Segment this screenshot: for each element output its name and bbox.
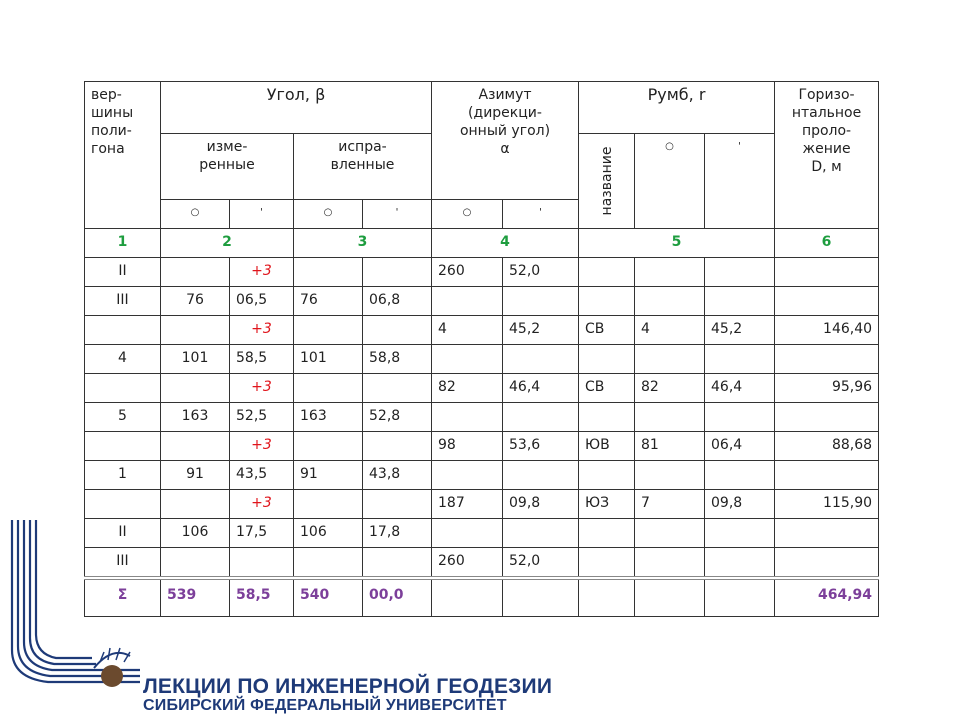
rhumb-deg-cell [635,519,705,548]
azimuth-min-cell [503,287,579,316]
azimuth-deg-cell: 98 [432,432,503,461]
measured-deg-cell [161,374,230,403]
corrected-deg-cell [294,316,363,345]
measured-min-cell: 17,5 [230,519,294,548]
header-rhumb-min: ' [705,134,775,229]
rhumb-name-cell [579,461,635,490]
sum-distance: 464,94 [775,578,879,617]
corrected-deg-cell: 106 [294,519,363,548]
vertex-cell [85,316,161,345]
azimuth-min-cell [503,461,579,490]
measured-min-cell: +3 [230,432,294,461]
sum-measured-min: 58,5 [230,578,294,617]
rhumb-deg-cell [635,548,705,579]
vertex-cell: 1 [85,461,161,490]
vertex-cell: III [85,287,161,316]
table-row [85,461,879,490]
header-corrected: испра- вленные [294,134,432,200]
table-row [85,403,879,432]
corrected-deg-cell [294,374,363,403]
table-row [85,432,879,461]
measured-min-cell: 43,5 [230,461,294,490]
distance-cell [775,461,879,490]
sum-empty [705,578,775,617]
rhumb-min-cell [705,461,775,490]
corrected-deg-unit: ○ [294,200,363,229]
corrected-deg-cell: 91 [294,461,363,490]
vertex-cell: II [85,258,161,287]
rhumb-name-cell [579,403,635,432]
rhumb-name-cell [579,345,635,374]
azimuth-deg-cell [432,403,503,432]
sum-corrected-deg: 540 [294,578,363,617]
distance-cell [775,287,879,316]
azimuth-deg-cell [432,287,503,316]
rhumb-min-cell: 06,4 [705,432,775,461]
table-row [85,374,879,403]
rhumb-name-cell: ЮВ [579,432,635,461]
rhumb-name-cell [579,258,635,287]
header-azimuth: Азимут (дирекци- онный угол) α [432,82,579,200]
rhumb-min-cell: 09,8 [705,490,775,519]
distance-cell: 115,90 [775,490,879,519]
measured-deg-cell [161,258,230,287]
sum-label: Σ [85,578,161,617]
brand-title: ЛЕКЦИИ ПО ИНЖЕНЕРНОЙ ГЕОДЕЗИИ [143,675,553,698]
sum-empty [579,578,635,617]
rhumb-min-cell [705,258,775,287]
rhumb-min-cell: 45,2 [705,316,775,345]
col-number-1: 1 [85,229,161,258]
vertex-cell: 5 [85,403,161,432]
rhumb-min-cell [705,519,775,548]
rhumb-deg-cell [635,403,705,432]
azimuth-deg-cell [432,461,503,490]
measured-min-cell: +3 [230,258,294,287]
azimuth-deg-cell [432,345,503,374]
measured-min-cell: +3 [230,490,294,519]
measured-min-cell: 58,5 [230,345,294,374]
rhumb-min-cell [705,548,775,579]
distance-cell: 88,68 [775,432,879,461]
corrected-deg-cell [294,432,363,461]
vertex-cell: III [85,548,161,579]
sum-empty [635,578,705,617]
rhumb-name-cell [579,287,635,316]
corrected-min-unit: ' [363,200,432,229]
rhumb-name-cell: СВ [579,374,635,403]
rhumb-min-cell [705,403,775,432]
rhumb-min-cell [705,287,775,316]
rhumb-min-cell [705,345,775,374]
measured-min-cell: 52,5 [230,403,294,432]
azimuth-min-cell: 45,2 [503,316,579,345]
measured-deg-cell: 106 [161,519,230,548]
corrected-deg-cell: 101 [294,345,363,374]
measured-deg-unit: ○ [161,200,230,229]
azimuth-min-cell [503,345,579,374]
corrected-deg-cell [294,258,363,287]
corrected-min-cell [363,316,432,345]
measured-deg-cell [161,316,230,345]
header-rhumb-name [579,134,635,229]
measured-deg-cell [161,432,230,461]
rhumb-deg-cell [635,461,705,490]
rhumb-deg-cell [635,258,705,287]
distance-cell [775,519,879,548]
measured-min-unit: ' [230,200,294,229]
vertex-cell: 4 [85,345,161,374]
header-vertex: вер- шины поли- гона [85,82,161,229]
brand-subtitle: СИБИРСКИЙ ФЕДЕРАЛЬНЫЙ УНИВЕРСИТЕТ [143,697,507,714]
rhumb-name-cell: ЮЗ [579,490,635,519]
vertex-cell [85,374,161,403]
corrected-deg-cell: 163 [294,403,363,432]
azimuth-min-cell: 52,0 [503,258,579,287]
corrected-min-cell: 52,8 [363,403,432,432]
azimuth-deg-cell: 82 [432,374,503,403]
azimuth-deg-unit: ○ [432,200,503,229]
header-distance: Горизо- нтальное проло- жение D, м [775,82,879,229]
azimuth-min-cell: 53,6 [503,432,579,461]
azimuth-deg-cell: 4 [432,316,503,345]
col-number-4: 4 [432,229,579,258]
rhumb-deg-cell [635,287,705,316]
measured-min-cell: 06,5 [230,287,294,316]
distance-cell [775,345,879,374]
azimuth-min-cell: 46,4 [503,374,579,403]
logo-stripes-icon [12,520,140,682]
sum-corrected-min: 00,0 [363,578,432,617]
corrected-min-cell: 58,8 [363,345,432,374]
rhumb-deg-cell: 81 [635,432,705,461]
header-angle: Угол, β [161,82,432,134]
col-number-3: 3 [294,229,432,258]
azimuth-deg-cell: 260 [432,258,503,287]
header-rhumb: Румб, r [579,82,775,134]
distance-cell [775,258,879,287]
corrected-deg-cell: 76 [294,287,363,316]
rhumb-name-cell [579,519,635,548]
corrected-min-cell: 06,8 [363,287,432,316]
table-row [85,490,879,519]
rhumb-deg-cell: 82 [635,374,705,403]
corrected-min-cell: 43,8 [363,461,432,490]
measured-min-cell: +3 [230,374,294,403]
vertex-cell: II [85,519,161,548]
table-row [85,316,879,345]
table-row [85,258,879,287]
header-measured: изме- ренные [161,134,294,200]
rhumb-min-cell: 46,4 [705,374,775,403]
rhumb-name-cell: СВ [579,316,635,345]
table-row [85,345,879,374]
distance-cell [775,403,879,432]
table-row [85,287,879,316]
measured-deg-cell: 76 [161,287,230,316]
col-number-6: 6 [775,229,879,258]
rhumb-name-cell [579,548,635,579]
azimuth-deg-cell: 260 [432,548,503,579]
col-number-5: 5 [579,229,775,258]
rhumb-deg-cell: 4 [635,316,705,345]
corrected-min-cell [363,432,432,461]
azimuth-min-cell: 52,0 [503,548,579,579]
rhumb-deg-cell [635,345,705,374]
rhumb-deg-cell: 7 [635,490,705,519]
header-rhumb-deg: ○ [635,134,705,229]
col-number-2: 2 [161,229,294,258]
distance-cell [775,548,879,579]
azimuth-min-cell [503,403,579,432]
vertex-cell [85,432,161,461]
measured-deg-cell: 91 [161,461,230,490]
distance-cell: 95,96 [775,374,879,403]
corrected-deg-cell [294,490,363,519]
corrected-min-cell [363,490,432,519]
corrected-min-cell: 17,8 [363,519,432,548]
measured-min-cell: +3 [230,316,294,345]
sum-measured-deg: 539 [161,578,230,617]
vertex-cell [85,490,161,519]
measured-deg-cell [161,490,230,519]
corrected-min-cell [363,258,432,287]
azimuth-min-unit: ' [503,200,579,229]
measured-deg-cell: 101 [161,345,230,374]
azimuth-min-cell: 09,8 [503,490,579,519]
azimuth-deg-cell: 187 [432,490,503,519]
measured-deg-cell: 163 [161,403,230,432]
corrected-min-cell [363,374,432,403]
distance-cell: 146,40 [775,316,879,345]
rhumb-name-label: название [598,146,615,216]
